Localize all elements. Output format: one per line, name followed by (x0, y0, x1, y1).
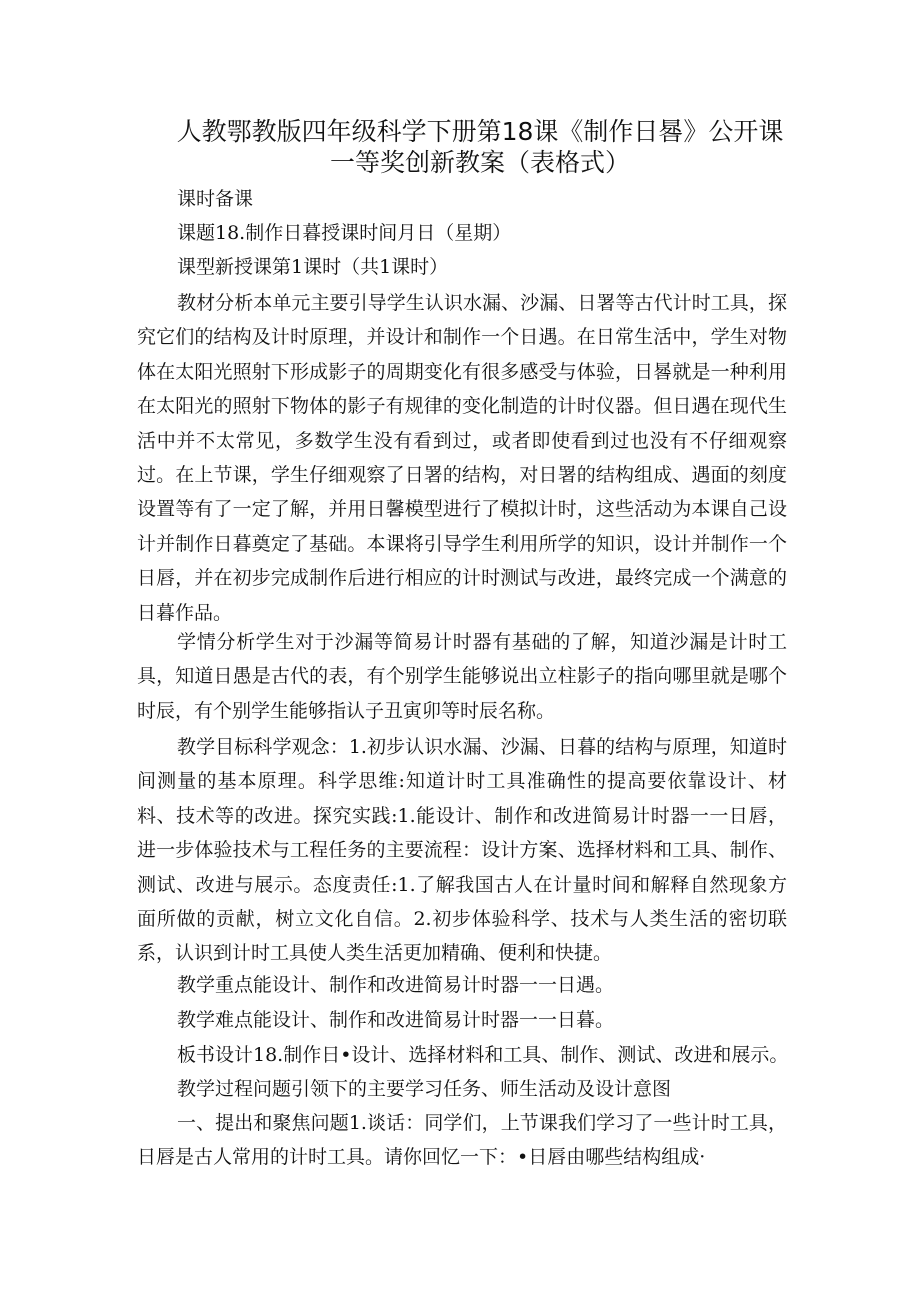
section-lesson-type: 课型新授课第1课时（共1课时） (177, 256, 449, 278)
section-teaching-process: 教学过程问题引领下的主要学习任务、师生活动及设计意图 (177, 1078, 672, 1100)
section-teaching-goals: 教学目标科学观念：1.初步认识水漏、沙漏、日暮的结构与原理，知道时间测量的基本原理。科学思维:知道计时工具准确性的提高要依靠设计、材料、技术等的改进。探究实践:1.能设计、制作和改进简易计时器一一日唇，进一步体验技术与工程任务的主要流程：设计方案、选择材料和工具、制作、测试、改进与展示。态度责任:1.了解我国古人在计量时间和解释自然现象方面所做的贡献，树立文化自信。2.初步体验科学、技术与人类生活的密切联系，认识到计时工具使人类生活更加精确、便利和快捷。 (137, 736, 787, 965)
section-key-points: 教学重点能设计、制作和改进简易计时器一一日遇。 (177, 974, 615, 996)
section-lesson-topic: 课题18.制作日暮授课时间月日（星期） (177, 222, 512, 244)
section-lesson-prep: 课时备课 (177, 188, 254, 210)
section-step-one: 一、提出和聚焦问题1.谈话：同学们，上节课我们学习了一些计时工具，日唇是古人常用的计时工具。请你回忆一下：•日唇由哪些结构组成· (137, 1112, 787, 1169)
section-board-design: 板书设计18.制作日•设计、选择材料和工具、制作、测试、改进和展示。 (177, 1044, 789, 1066)
section-student-analysis: 学情分析学生对于沙漏等简易计时器有基础的了解，知道沙漏是计时工具，知道日愚是古代的表，有个别学生能够说出立柱影子的指向哪里就是哪个时辰，有个别学生能够指认子丑寅卯等时辰名称。 (137, 631, 787, 722)
section-material-analysis: 教材分析本单元主要引导学生认识水漏、沙漏、日署等古代计时工具，探究它们的结构及计时原理，并设计和制作一个日遇。在日常生活中，学生对物体在太阳光照射下形成影子的周期变化有很多感受与体验，日晷就是一种利用在太阳光的照射下物体的影子有规律的变化制造的计时仪器。但日遇在现代生活中并不太常见，多数学生没有看到过，或者即使看到过也没有不仔细观察过。在上节课，学生仔细观察了日署的结构，对日署的结构组成、遇面的刻度设置等有了一定了解，并用日馨模型进行了模拟计时，这些活动为本课自己设计并制作日暮奠定了基础。本课将引导学生利用所学的知识，设计并制作一个日唇，并在初步完成制作后进行相应的计时测试与改进，最终完成一个满意的日暮作品。 (137, 292, 787, 624)
document-title-line-2: 一等奖创新教案（表格式） (329, 148, 630, 177)
section-difficult-points: 教学难点能设计、制作和改进简易计时器一一日暮。 (177, 1009, 615, 1031)
document-title-line-1: 人教鄂教版四年级科学下册第18课《制作日晷》公开课 (176, 117, 784, 146)
